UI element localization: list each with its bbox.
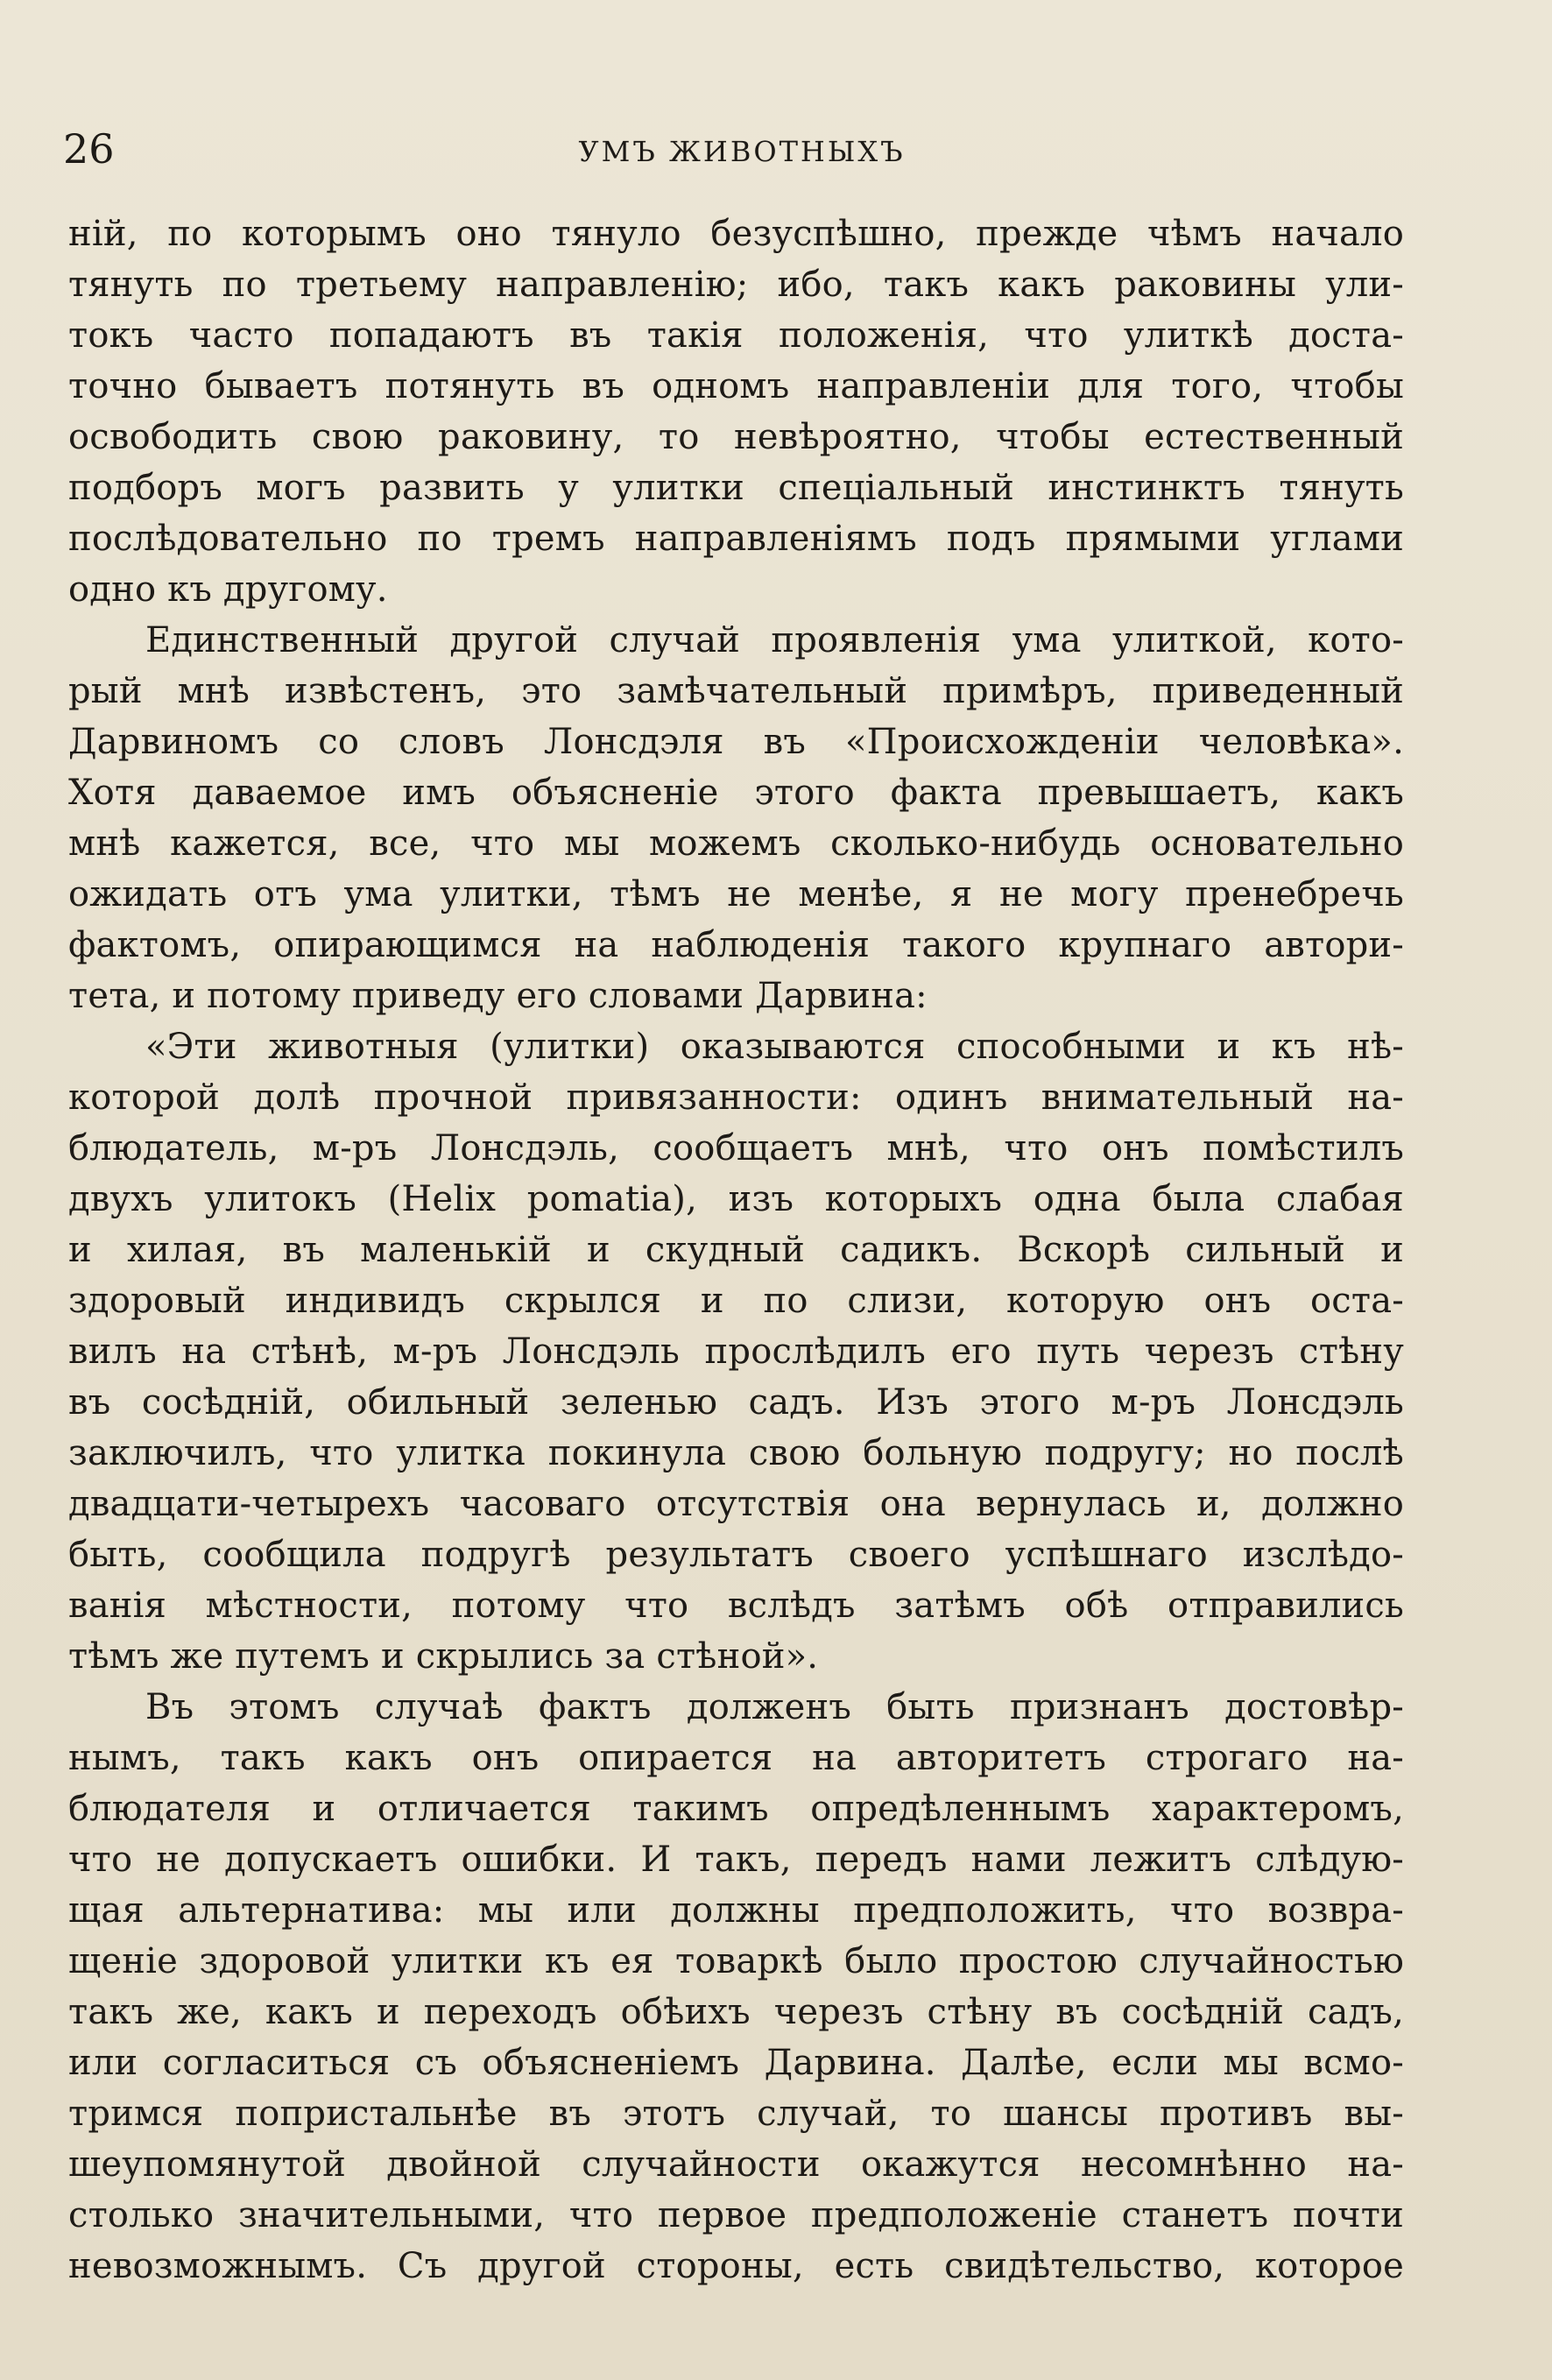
text-line: тримся попристальнѣе въ этотъ случай, то шансы противъ вы- [68, 2094, 1404, 2134]
text-line: двадцати-четырехъ часоваго отсутствія она вернулась и, должно [68, 1484, 1404, 1524]
text-line: быть, сообщила подругѣ результатъ своего успѣшнаго изслѣдо- [68, 1535, 1404, 1575]
text-line: блюдатель, м-ръ Лонсдэль, сообщаетъ мнѣ, что онъ помѣстилъ [68, 1128, 1404, 1169]
text-line: въ сосѣдній, обильный зеленью садъ. Изъ этого м-ръ Лонсдэль [68, 1382, 1404, 1423]
text-line: нымъ, такъ какъ онъ опирается на авторитетъ строгаго на- [68, 1738, 1404, 1778]
text-line: заключилъ, что улитка покинула свою больную подругу; но послѣ [68, 1433, 1404, 1473]
text-line: одно къ другому. [68, 569, 388, 610]
text-line: мнѣ кажется, все, что мы можемъ сколько-нибудь основательно [68, 823, 1404, 864]
text-line: такъ же, какъ и переходъ обѣихъ черезъ стѣну въ сосѣдній садъ, [68, 1992, 1404, 2032]
text-line: блюдателя и отличается такимъ опредѣленнымъ характеромъ, [68, 1789, 1404, 1829]
text-line: двухъ улитокъ (Helix pomatia), изъ которыхъ одна была слабая [68, 1179, 1404, 1219]
text-line: ожидать отъ ума улитки, тѣмъ не менѣе, я не могу пренебречь [68, 874, 1404, 915]
running-head: УМЪ ЖИВОТНЫХЪ [578, 135, 906, 168]
text-line: точно бываетъ потянуть въ одномъ направленіи для того, чтобы [68, 366, 1404, 406]
text-line: подборъ могъ развить у улитки спеціальный инстинктъ тянуть [68, 468, 1404, 508]
text-line: фактомъ, опирающимся на наблюденія такого крупнаго автори- [68, 925, 1404, 965]
page-header [63, 123, 1421, 175]
paragraph-start-line: Въ этомъ случаѣ фактъ долженъ быть признанъ достовѣр- [145, 1687, 1404, 1727]
paragraph-start-line: Единственный другой случай проявленія ума улиткой, кото- [145, 620, 1404, 660]
text-line: рый мнѣ извѣстенъ, это замѣчательный примѣръ, приведенный [68, 671, 1404, 711]
text-line: шеупомянутой двойной случайности окажутся несомнѣнно на- [68, 2144, 1404, 2185]
text-line: тета, и потому приведу его словами Дарвина: [68, 976, 928, 1016]
body-text [68, 208, 1404, 2292]
text-line: тянуть по третьему направленію; ибо, такъ какъ раковины ули- [68, 265, 1404, 305]
text-line: послѣдовательно по тремъ направленіямъ подъ прямыми углами [68, 519, 1404, 559]
text-line: Дарвиномъ со словъ Лонсдэля въ «Происхожденіи человѣка». [68, 722, 1404, 762]
text-line: столько значительными, что первое предположеніе станетъ почти [68, 2195, 1404, 2235]
text-line: вилъ на стѣнѣ, м-ръ Лонсдэль прослѣдилъ его путь черезъ стѣну [68, 1331, 1404, 1372]
text-line: щеніе здоровой улитки къ ея товаркѣ было простою случайностью [68, 1941, 1404, 1981]
text-line: или согласиться съ объясненіемъ Дарвина. Далѣе, если мы всмо- [68, 2043, 1404, 2083]
text-line: что не допускаетъ ошибки. И такъ, передъ нами лежитъ слѣдую- [68, 1840, 1404, 1880]
text-line: Хотя даваемое имъ объясненіе этого факта превышаетъ, какъ [68, 773, 1404, 813]
text-line: которой долѣ прочной привязанности: одинъ внимательный на- [68, 1077, 1404, 1118]
text-line: освободить свою раковину, то невѣроятно, чтобы естественный [68, 417, 1404, 457]
text-line: щая альтернатива: мы или должны предположить, что возвра- [68, 1890, 1404, 1931]
text-line: тѣмъ же путемъ и скрылись за стѣной». [68, 1636, 819, 1677]
text-line: и хилая, въ маленькій и скудный садикъ. Вскорѣ сильный и [68, 1230, 1404, 1270]
text-line: здоровый индивидъ скрылся и по слизи, которую онъ оста- [68, 1281, 1404, 1321]
text-line: ванія мѣстности, потому что вслѣдъ затѣмъ обѣ отправились [68, 1585, 1404, 1626]
page-number: 26 [63, 125, 115, 173]
text-line: невозможнымъ. Съ другой стороны, есть свидѣтельство, которое [68, 2246, 1404, 2286]
quote-start-line: «Эти животныя (улитки) оказываются способными и къ нѣ- [145, 1027, 1404, 1067]
text-line: ній, по которымъ оно тянуло безуспѣшно, прежде чѣмъ начало [68, 214, 1404, 254]
text-line: токъ часто попадаютъ въ такія положенія, что улиткѣ доста- [68, 315, 1404, 356]
